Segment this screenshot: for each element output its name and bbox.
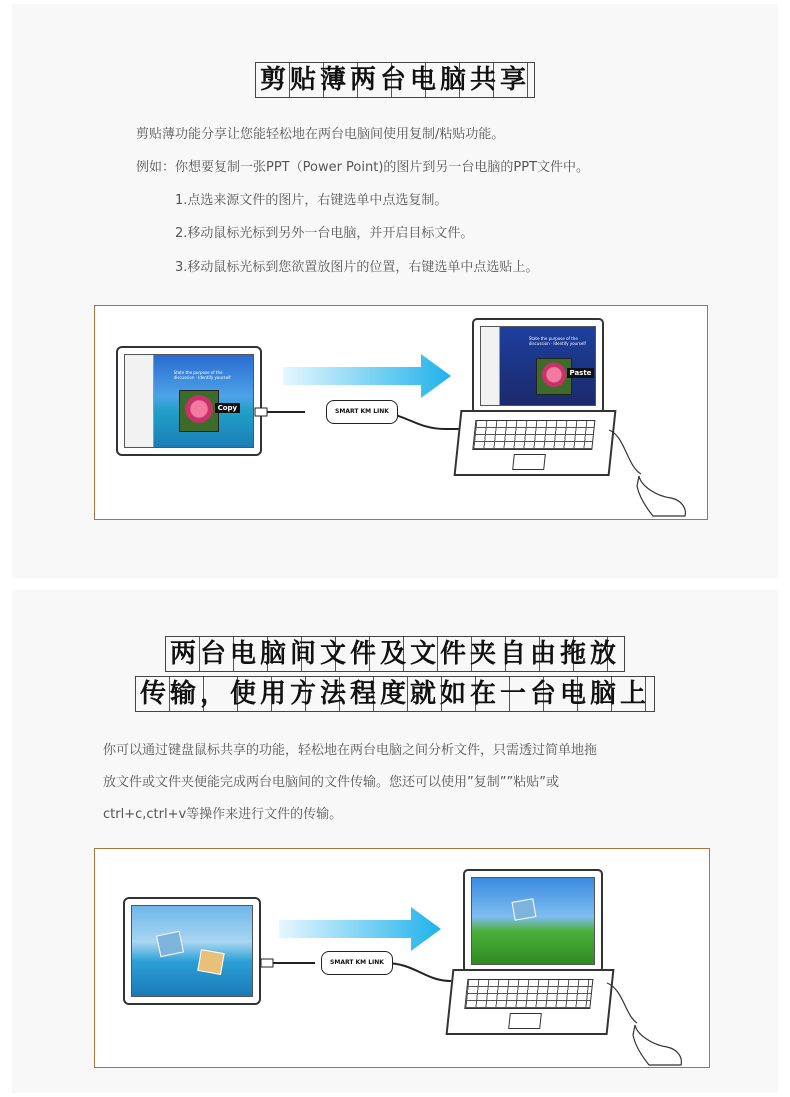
paragraph-line: 你可以通过键盘鼠标共享的功能，轻松地在两台电脑之间分析文件，只需透过简单地拖	[103, 743, 598, 758]
file-icon	[512, 899, 537, 922]
paragraph-line: ctrl+c,ctrl+v等操作来进行文件的传输。	[103, 807, 343, 822]
laptop-keyboard-base	[454, 410, 617, 476]
slide-text: State the purpose of the discussion · Identify yourself	[528, 336, 586, 347]
mouse-hand	[603, 979, 693, 1067]
laptop-lid	[472, 318, 604, 414]
file-transfer-illustration	[94, 848, 710, 1068]
laptop-screen	[471, 877, 595, 965]
laptop-keyboard-base	[446, 969, 615, 1035]
smart-km-link-device: SMART KM LINK	[321, 951, 393, 975]
file-icon	[156, 931, 184, 957]
desktop-monitor	[116, 346, 262, 456]
paste-menu-label: Paste	[567, 368, 595, 378]
section-title-clipboard: 剪贴薄两台电脑共享	[255, 62, 535, 98]
step-item: 1.点选来源文件的图片，右键选单中点选复制。	[175, 193, 448, 208]
copy-menu-label: Copy	[215, 403, 241, 413]
monitor-screen	[124, 354, 254, 448]
slide-panel	[125, 355, 154, 447]
laptop-lid	[463, 869, 603, 973]
keyboard	[464, 979, 593, 1009]
desktop-monitor	[123, 897, 261, 1005]
file-transfer-paragraph	[103, 735, 703, 831]
section-title-file-transfer-line2: 传输，使用方法程度就如在一台电脑上	[135, 676, 655, 712]
mouse-hand	[601, 426, 691, 518]
section-title-row	[0, 676, 790, 712]
intro-text: 剪贴薄功能分享让您能轻松地在两台电脑间使用复制/粘贴功能。	[136, 127, 505, 142]
slide-text: State the purpose of the discussion · Identify yourself	[173, 369, 231, 380]
step-item: 3.移动鼠标光标到您欲置放图片的位置，右键选单中点选贴上。	[175, 260, 539, 275]
slide-panel	[481, 327, 500, 405]
transfer-arrow	[279, 907, 441, 951]
touchpad	[508, 1013, 542, 1029]
transfer-arrow	[283, 354, 451, 398]
flower-image	[179, 390, 219, 432]
section-title-row	[0, 636, 790, 672]
clipboard-illustration	[94, 305, 708, 520]
laptop-screen	[480, 326, 596, 406]
folder-icon	[197, 949, 224, 975]
keyboard	[472, 420, 595, 450]
smart-km-link-device: SMART KM LINK	[326, 400, 398, 424]
touchpad	[512, 454, 546, 470]
section-title-file-transfer-line1: 两台电脑间文件及文件夹自由拖放	[165, 636, 625, 672]
example-text: 例如：你想要复制一张PPT（Power Point)的图片到另一台电脑的PPT文件中。	[136, 160, 590, 175]
monitor-screen	[131, 905, 253, 997]
section-title-row	[0, 62, 790, 98]
step-item: 2.移动鼠标光标到另外一台电脑，并开启目标文件。	[175, 226, 474, 241]
paragraph-line: 放文件或文件夹便能完成两台电脑间的文件传输。您还可以使用”复制””粘贴”或	[103, 775, 559, 790]
